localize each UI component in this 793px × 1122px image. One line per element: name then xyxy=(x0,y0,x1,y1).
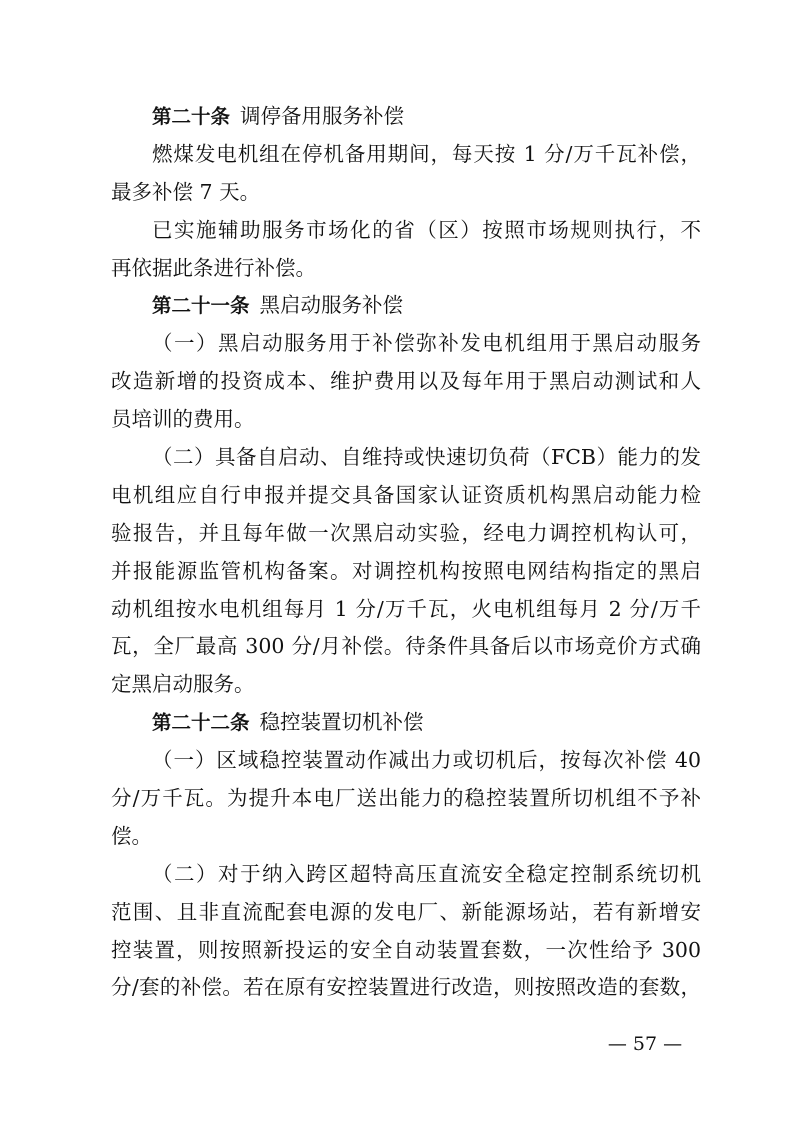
article-21-text-line: 瓦，全厂最高 300 分/月补偿。待条件具备后以市场竞价方式确 xyxy=(111,634,701,659)
article-21-text-line: 定黑启动服务。 xyxy=(111,672,255,697)
article-20-text-line: 再依据此条进行补偿。 xyxy=(111,255,316,280)
article-21-text-line: 验报告，并且每年做一次黑启动实验，经电力调控机构认可， xyxy=(111,520,701,545)
article-21-text-line: 改造新增的投资成本、维护费用以及每年用于黑启动测试和人 xyxy=(111,369,701,394)
article-21-text-line: 动机组按水电机组每月 1 分/万千瓦，火电机组每月 2 分/万千 xyxy=(111,596,701,621)
article-21-text-line: 电机组应自行申报并提交具备国家认证资质机构黑启动能力检 xyxy=(111,482,701,507)
article-20-text-line: 最多补偿 7 天。 xyxy=(111,179,261,204)
article-21-text-line: 并报能源监管机构备案。对调控机构按照电网结构指定的黑启 xyxy=(111,558,701,583)
article-22-number: 第二十二条 xyxy=(152,711,250,735)
article-21-text-line: （二）具备自启动、自维持或快速切负荷（FCB）能力的发 xyxy=(152,445,701,470)
article-21-text-line: 员培训的费用。 xyxy=(111,407,255,432)
article-22-text-line: 分/万千瓦。为提升本电厂送出能力的稳控装置所切机组不予补 xyxy=(111,786,701,811)
article-20-number: 第二十条 xyxy=(152,105,231,128)
article-21-heading-line xyxy=(111,287,701,324)
page-number: — 57 — xyxy=(607,1033,683,1055)
article-22-text-line: 分/套的补偿。若在原有安控装置进行改造，则按照改造的套数， xyxy=(111,975,701,1000)
article-20-title: 调停备用服务补偿 xyxy=(240,104,405,128)
article-21-number: 第二十一条 xyxy=(152,294,250,318)
article-22-text-line: 偿。 xyxy=(111,823,152,848)
article-20-heading-line xyxy=(111,98,701,135)
article-22-title: 稳控装置切机补偿 xyxy=(259,710,424,735)
article-22-text-line: 范围、且非直流配套电源的发电厂、新能源场站，若有新增安 xyxy=(111,899,701,924)
article-22-text-line: （一）区域稳控装置动作减出力或切机后，按每次补偿 40 xyxy=(152,748,701,773)
article-21-text-line: （一）黑启动服务用于补偿弥补发电机组用于黑启动服务 xyxy=(152,331,701,356)
article-22-heading-line xyxy=(111,704,701,741)
article-22-text-line: （二）对于纳入跨区超特高压直流安全稳定控制系统切机 xyxy=(152,861,701,886)
article-20-text-line: 燃煤发电机组在停机备用期间，每天按 1 分/万千瓦补偿， xyxy=(152,141,701,166)
article-20-text-line: 已实施辅助服务市场化的省（区）按照市场规则执行，不 xyxy=(152,217,701,242)
document-body xyxy=(111,98,701,1007)
article-22-text-line: 控装置，则按照新投运的安全自动装置套数，一次性给予 300 xyxy=(111,937,701,962)
article-21-title: 黑启动服务补偿 xyxy=(259,293,404,318)
